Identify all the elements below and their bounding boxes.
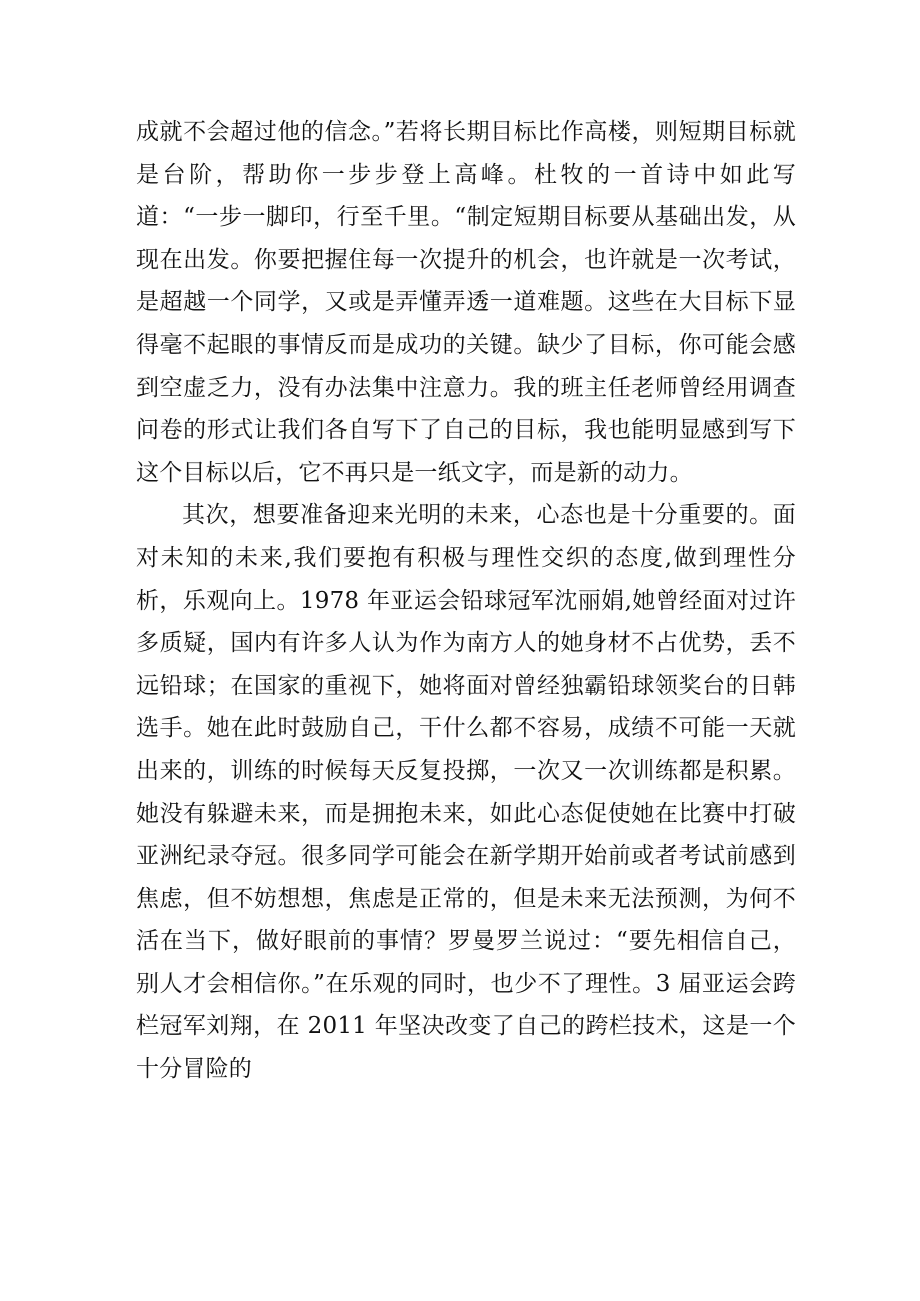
paragraph-2: 其次，想要准备迎来光明的未来，心态也是十分重要的。面对未知的未来,我们要抱有积极与理性交织的态度,做到理性分析，乐观向上。1978 年亚运会铅球冠军沈丽娟,她曾经面对过许多质疑，国内有许多人认为作为南方人的她身材不占优势，丢不远铅球；在国家的重视下，她将面对曾经独霸铅球领奖台的日韩选手。她在此时鼓励自己，干什么都不容易，成绩不可能一天就出来的，训练的时候每天反复投掷，一次又一次训练都是积累。她没有躲避未来，而是拥抱未来，如此心态促使她在比赛中打破亚洲纪录夺冠。很多同学可能会在新学期开始前或者考试前感到焦虑，但不妨想想，焦虑是正常的，但是未来无法预测，为何不活在当下，做好眼前的事情？罗曼罗兰说过：“要先相信自己，别人才会相信你。”在乐观的同时，也少不了理性。3 届亚运会跨栏冠军刘翔，在 2011 年坚决改变了自己的跨栏技术，这是一个十分冒险的 — [136, 502, 796, 1083]
document-page — [136, 111, 796, 1091]
paragraph-1: 成就不会超过他的信念。”若将长期目标比作高楼，则短期目标就是台阶，帮助你一步步登上高峰。杜牧的一首诗中如此写道：“一步一脚印，行至千里。“制定短期目标要从基础出发，从现在出发。你要把握住每一次提升的机会，也许就是一次考试，是超越一个同学，又或是弄懂弄透一道难题。这些在大目标下显得毫不起眼的事情反而是成功的关键。缺少了目标，你可能会感到空虚乏力，没有办法集中注意力。我的班主任老师曾经用调查问卷的形式让我们各自写下了自己的目标，我也能明显感到写下这个目标以后，它不再只是一纸文字，而是新的动力。 — [136, 119, 796, 486]
